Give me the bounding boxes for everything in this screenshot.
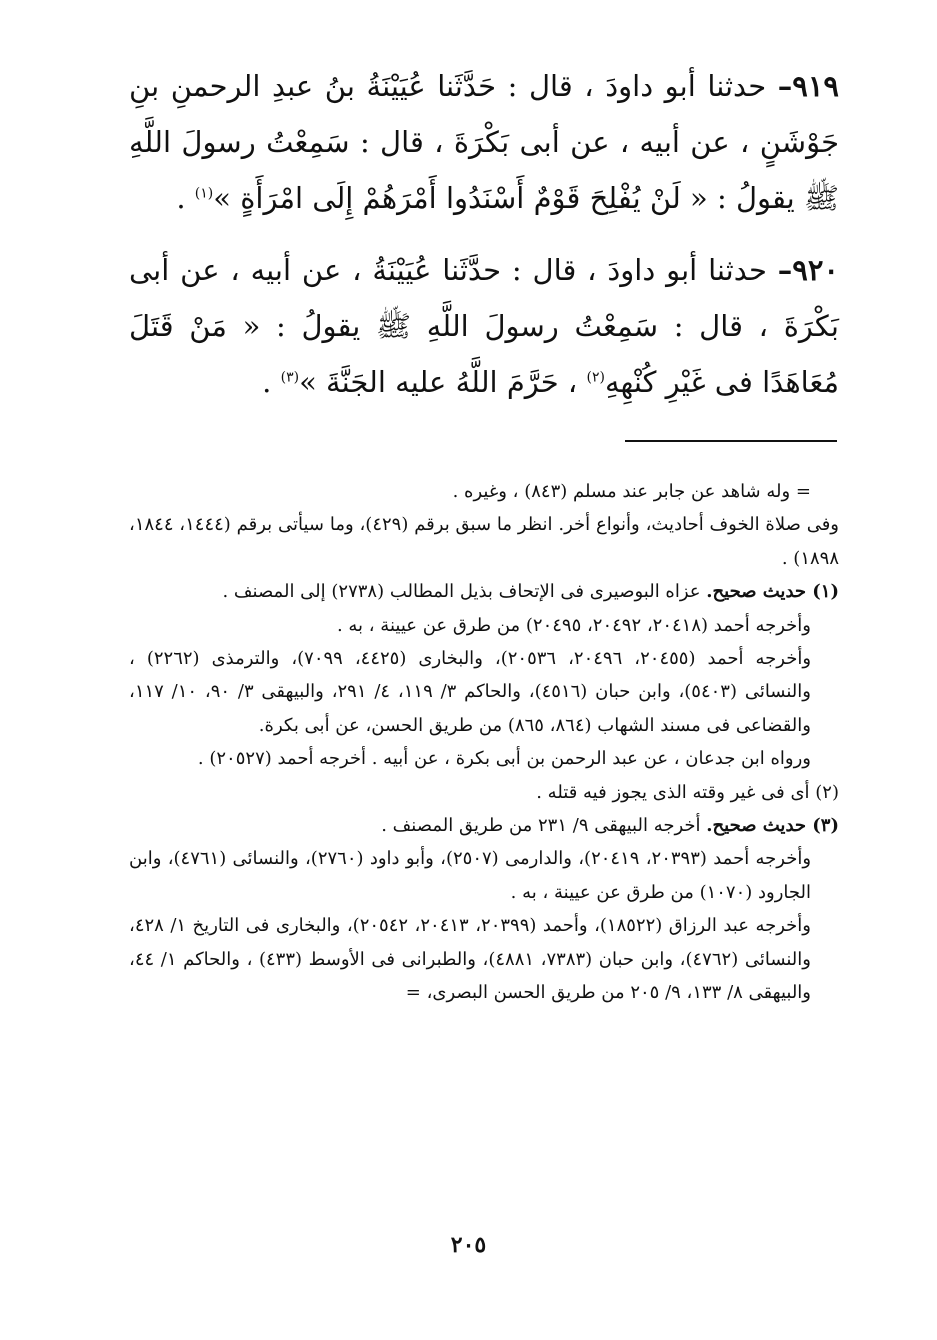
footnote-marker: (١) bbox=[194, 185, 214, 202]
footnote-line bbox=[129, 842, 839, 909]
footnote-text: = وله شاهد عن جابر عند مسلم (٨٤٣) ، وغيره . bbox=[452, 481, 811, 502]
footnote-line bbox=[129, 475, 839, 508]
footnote-line bbox=[129, 609, 839, 642]
footnote-text: وأخرجه أحمد (٢٠٣٩٣، ٢٠٤١٩)، والدارمى (٢٥٠٧)، وأبو داود (٢٧٦٠)، والنسائى (٤٧٦١)، وابن الجارود (١٠٧٠) من طرق عن عيينة ، به . bbox=[129, 848, 812, 903]
hadith-number: ٩٢٠– bbox=[777, 253, 839, 287]
hadith-end: . bbox=[262, 365, 281, 399]
footnote-marker: (٣) bbox=[280, 369, 300, 386]
footnote-line bbox=[129, 909, 839, 1009]
footnote-line bbox=[129, 776, 839, 809]
footnote-line bbox=[129, 742, 839, 775]
footnote-text: عزاه البوصيرى فى الإتحاف بذيل المطالب (٢٧٣٨) إلى المصنف . bbox=[222, 581, 707, 603]
hadith-end: . bbox=[176, 181, 195, 215]
footnote-text: ورواه ابن جدعان ، عن عبد الرحمن بن أبى بكرة ، عن أبيه . أخرجه أحمد (٢٠٥٢٧) . bbox=[197, 748, 811, 770]
footnote-lead: (١) حديث صحيح. bbox=[706, 581, 839, 603]
footnote-line bbox=[129, 642, 839, 742]
hadith-text: حدثنا أبو داودَ ، قال : حَدَّثَنا عُيَيْنَةُ بنُ عبدِ الرحمنِ بنِ جَوْشَنٍ ، عن أبيه ، عن أبى بَكْرَةَ ، قال : سَمِعْتُ رسولَ اللَّهِ ﷺ يقولُ : « لَنْ يُفْلِحَ قَوْمٌ أَسْنَدُوا أَمْرَهُمْ إِلَى امْرَأَةٍ » bbox=[129, 69, 839, 215]
footnotes bbox=[129, 475, 839, 1010]
footnote-text: وأخرجه عبد الرزاق (١٨٥٢٢)، وأحمد (٢٠٣٩٩، ٢٠٤١٣، ٢٠٥٤٢)، والبخارى فى التاريخ ١/ ٤٢٨، والنسائى (٤٧٦٢)، وابن حبان (٧٣٨٣، ٤٨٨١)، والطبرانى فى الأوسط (٤٣٣) ، والحاكم ١/ ٤٤، والبيهقى ٨/ ١٣٣، ٩/ ٢٠٥ من طريق الحسن البصرى، = bbox=[129, 915, 811, 1004]
hadith-text: حدثنا أبو داودَ ، قال : حدَّثَنا عُيَيْنَةُ ، عن أبيه ، عن أبى بَكْرَةَ ، قال : سَمِعْتُ رسولَ اللَّهِ ﷺ يقولُ : « مَنْ قَتَلَ مُعَاهَدًا فى غَيْرِ كُنْهِهِ bbox=[129, 253, 839, 399]
footnote-text: وأخرجه أحمد (٢٠٤١٨، ٢٠٤٩٢، ٢٠٤٩٥) من طرق عن عيينة ، به . bbox=[336, 614, 811, 636]
footnote-line bbox=[129, 809, 839, 842]
footnote-text: وأخرجه أحمد (٢٠٤٥٥، ٢٠٤٩٦، ٢٠٥٣٦)، والبخارى (٤٤٢٥، ٧٠٩٩)، والترمذى (٢٢٦٢) ، والنسائى (٥٤٠٣)، وابن حبان (٤٥١٦)، والحاكم ٣/ ١١٩، ٤/ ٢٩١، والبيهقى ٣/ ٩٠، ١٠/ ١١٧، والقضاعى فى مسند الشهاب (٨٦٤، ٨٦٥) من طريق الحسن، عن أبى بكرة. bbox=[129, 648, 812, 736]
footnote-line bbox=[129, 575, 839, 608]
hadith-920 bbox=[129, 242, 839, 410]
footnote-marker: (٢) bbox=[586, 369, 605, 386]
hadith-919 bbox=[129, 58, 839, 226]
page-number: ٢٠٥ bbox=[450, 1232, 487, 1258]
hadith-number: ٩١٩– bbox=[777, 69, 839, 103]
footnote-text: أخرجه البيهقى ٩/ ٢٣١ من طريق المصنف . bbox=[381, 815, 707, 837]
footnote-lead: (٣) حديث صحيح. bbox=[706, 815, 839, 837]
footnote-line bbox=[129, 508, 839, 575]
footnote-text: وفى صلاة الخوف أحاديث، وأنواع أخر. انظر ما سبق برقم (٤٢٩)، وما سيأتى برقم (١٤٤٤، ١٨٤٤، ١٨٩٨) . bbox=[129, 514, 839, 569]
hadith-text: ، حَرَّمَ اللَّهُ عليه الجَنَّةَ » bbox=[299, 365, 587, 399]
footnote-text: (٢) أى فى غير وقته الذى يجوز فيه قتله . bbox=[536, 781, 839, 803]
footnote-separator bbox=[625, 440, 837, 442]
